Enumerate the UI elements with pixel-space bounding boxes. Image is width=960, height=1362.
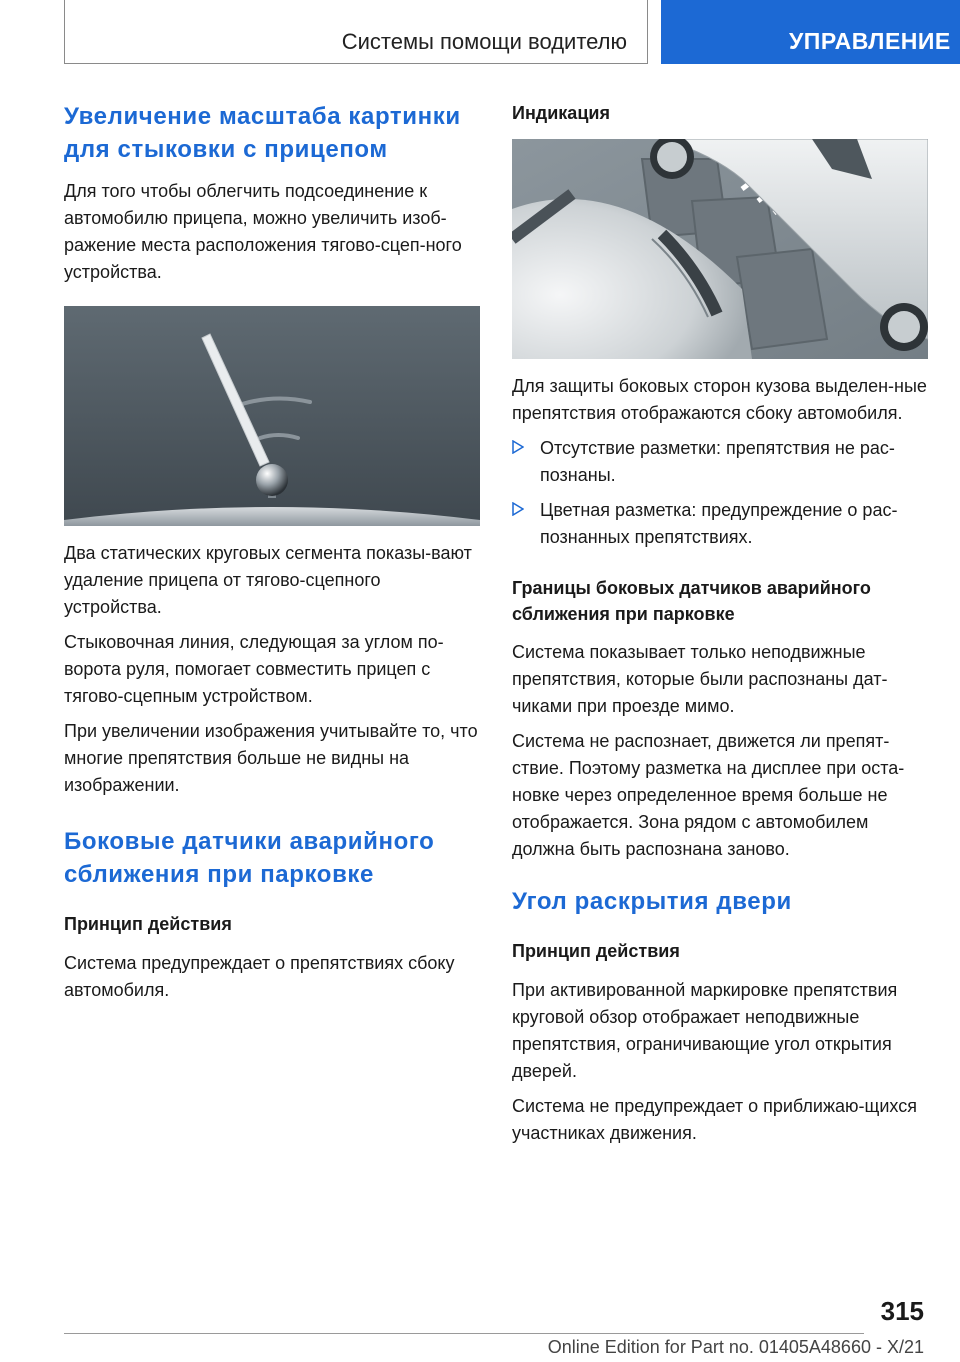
triangle-bullet-icon (512, 502, 524, 516)
paragraph-no-warning: Система не предупреждает о приближаю-щихся участниках движения. (512, 1096, 917, 1143)
list-item (512, 497, 928, 551)
footer-divider (64, 1333, 864, 1334)
bullet-colored-marking: Цветная разметка: предупреждение о рас-познанных препятствиях. (540, 500, 898, 547)
paragraph-zoom-note: При увеличении изображения учитывайте то, что многие препятствия больше не видны на изображении. (64, 721, 478, 795)
header-section-box (64, 0, 648, 64)
header-chapter-label: УПРАВЛЕНИЕ (789, 28, 951, 54)
paragraph-side-warning: Система предупреждает о препятствиях сбоку автомобиля. (64, 953, 455, 1000)
heading-side-sensors: Боковые датчики аварийного сближения при парковке (64, 828, 435, 888)
footer-edition: Online Edition for Part no. 01405A48660 - X/21 (547, 1337, 924, 1357)
list-item (512, 435, 928, 489)
heading-sensor-limits: Границы боковых датчиков аварийного сближения при парковке (512, 578, 871, 624)
heading-door-angle: Угол раскрытия двери (512, 888, 792, 915)
side-sensor-display-image (512, 139, 928, 359)
right-column (512, 100, 928, 1155)
heading-zoom-trailer: Увеличение масштаба картинки для стыковки с прицепом (64, 103, 461, 163)
bullet-no-marking: Отсутствие разметки: препятствия не рас-познаны. (540, 438, 895, 485)
paragraph-zoom-intro: Для того чтобы облегчить подсоединение к автомобилю прицепа, можно увеличить изоб-ражение места расположения тягово-сцеп-ного устройства. (64, 181, 462, 282)
heading-principle-door: Принцип действия (512, 941, 680, 961)
heading-indication: Индикация (512, 103, 610, 123)
left-column (64, 100, 480, 1012)
triangle-bullet-icon (512, 440, 524, 454)
trailer-hitch-zoom-image (64, 306, 480, 526)
paragraph-moving-objects: Система не распознает, движется ли препят-ствие. Поэтому разметка на дисплее при оста-новке через определенное время больше не отображается. Зона рядом с автомобилем должна быть распознана заново. (512, 731, 905, 859)
page-number: 315 (880, 1296, 924, 1326)
paragraph-segments: Два статических круговых сегмента показы-вают удаление прицепа от тягово-сцепного устройства. (64, 543, 472, 617)
header-section-title: Системы помощи водителю (341, 29, 627, 54)
header-chapter-tab[interactable] (661, 0, 960, 64)
paragraph-stationary-only: Система показывает только неподвижные препятствия, которые были распознаны дат-чиками при проезде мимо. (512, 642, 888, 716)
heading-principle: Принцип действия (64, 914, 232, 934)
paragraph-display-protect: Для защиты боковых сторон кузова выделен-ные препятствия отображаются сбоку автомобиля. (512, 376, 927, 423)
paragraph-docking-line: Стыковочная линия, следующая за углом по-ворота руля, помогает совместить прицеп с тягово-сцепным устройством. (64, 632, 444, 706)
paragraph-door-surround: При активированной маркировке препятствия круговой обзор отображает неподвижные препятствия, ограничивающие угол открытия дверей. (512, 980, 898, 1081)
